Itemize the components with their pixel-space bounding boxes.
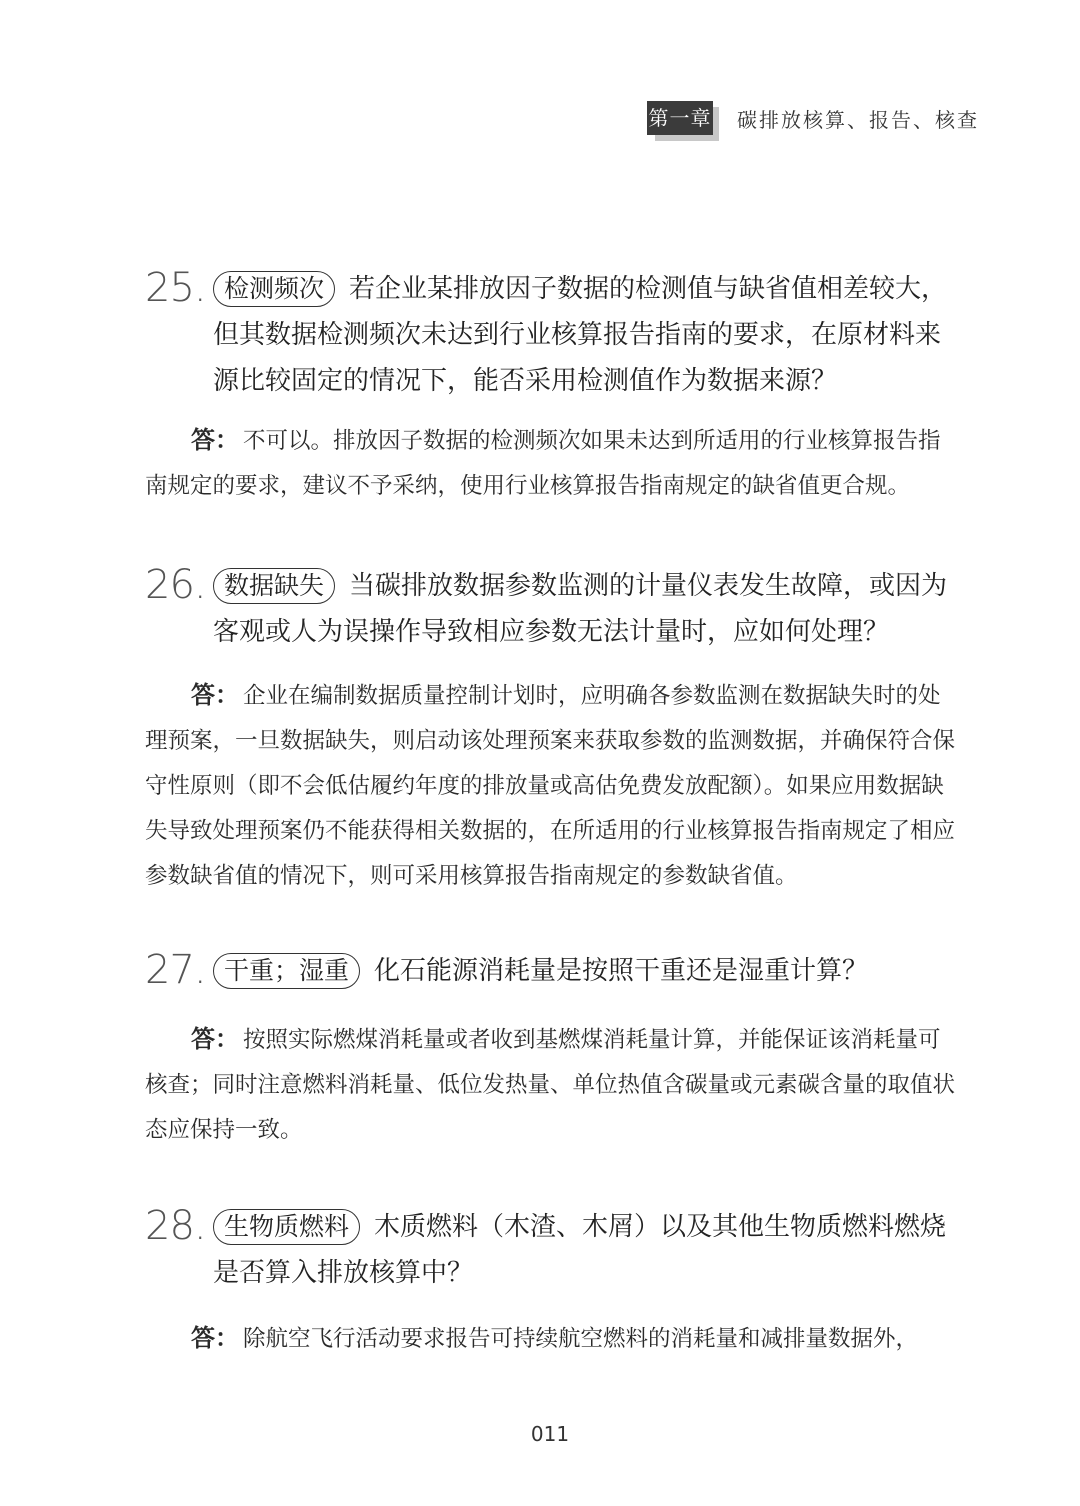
answer-27	[145, 1017, 957, 1153]
answer-text: 按照实际燃煤消耗量或者收到基燃煤消耗量计算，并能保证该消耗量可核查；同时注意燃料消耗量、低位发热量、单位热值含碳量或元素碳含量的取值状态应保持一致。	[145, 1027, 956, 1143]
question-text	[213, 948, 965, 994]
question-tag: 数据缺失	[213, 568, 335, 604]
chapter-label: 第一章	[647, 101, 713, 135]
page-number: 011	[530, 1422, 570, 1446]
answer-28	[145, 1316, 957, 1362]
question-line: 是否算入排放核算中？	[213, 1258, 474, 1288]
question-number: 25.	[145, 265, 206, 311]
answer-text: 不可以。排放因子数据的检测频次如果未达到所适用的行业核算报告指南规定的要求，建议不予采纳，使用行业核算报告指南规定的缺省值更合规。	[145, 428, 941, 499]
question-tag: 生物质燃料	[213, 1209, 360, 1245]
chapter-header	[647, 100, 979, 140]
question-line: 木质燃料（木渣、木屑）以及其他生物质燃料燃烧	[374, 1212, 947, 1242]
answer-label: 答：	[191, 426, 239, 454]
answer-label: 答：	[191, 681, 239, 709]
question-number: 27.	[145, 947, 206, 993]
answer-25	[145, 418, 957, 509]
chapter-title: 碳排放核算、报告、核查	[737, 108, 979, 132]
chapter-badge	[647, 101, 717, 139]
answer-text: 除航空飞行活动要求报告可持续航空燃料的消耗量和减排量数据外，	[243, 1326, 919, 1352]
question-line: 客观或人为误操作导致相应参数无法计量时，应如何处理？	[213, 617, 890, 647]
question-line: 源比较固定的情况下，能否采用检测值作为数据来源？	[213, 366, 838, 396]
question-line: 若企业某排放因子数据的检测值与缺省值相差较大，	[349, 274, 948, 304]
answer-26	[145, 673, 957, 899]
question-line: 化石能源消耗量是按照干重还是湿重计算？	[374, 956, 869, 986]
question-line: 但其数据检测频次未达到行业核算报告指南的要求，在原材料来	[213, 320, 942, 350]
question-text	[213, 563, 965, 655]
answer-label: 答：	[191, 1324, 239, 1352]
question-line: 当碳排放数据参数监测的计量仪表发生故障，或因为	[349, 571, 948, 601]
question-number: 26.	[145, 562, 206, 608]
question-text	[213, 1204, 965, 1296]
answer-text: 企业在编制数据质量控制计划时，应明确各参数监测在数据缺失时的处理预案，一旦数据缺失，则启动该处理预案来获取参数的监测数据，并确保符合保守性原则（即不会低估履约年度的排放量或高估免费发放配额）。如果应用数据缺失导致处理预案仍不能获得相关数据的，在所适用的行业核算报告指南规定了相应参数缺省值的情况下，则可采用核算报告指南规定的参数缺省值。	[145, 683, 956, 889]
question-tag: 干重；湿重	[213, 953, 360, 989]
question-text	[213, 266, 965, 404]
answer-label: 答：	[191, 1025, 239, 1053]
question-tag: 检测频次	[213, 271, 335, 307]
question-number: 28.	[145, 1203, 206, 1249]
